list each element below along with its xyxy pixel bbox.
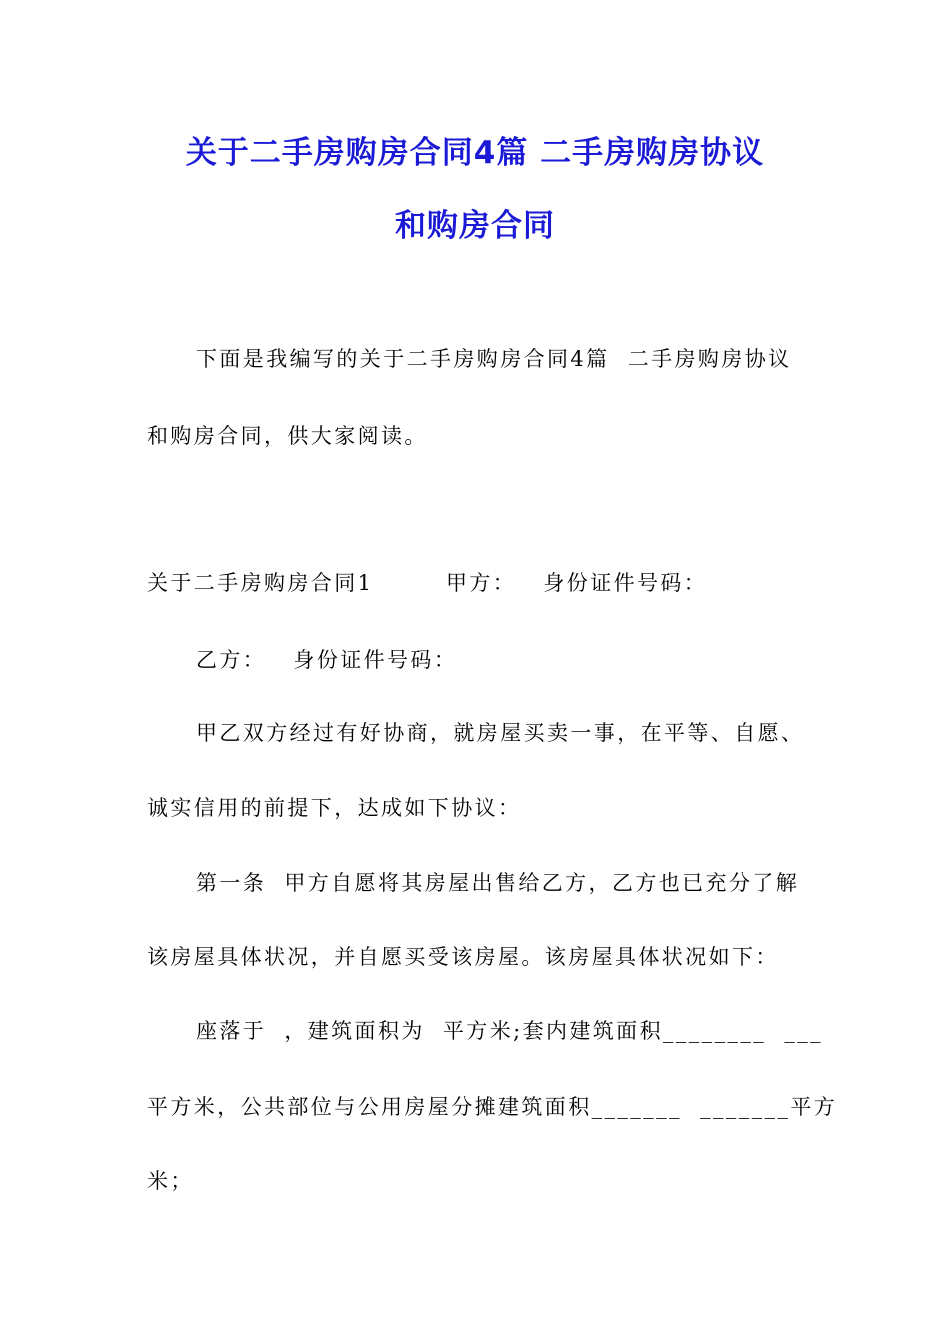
intro-paragraph-line-2: 和购房合同，供大家阅读。	[147, 424, 428, 448]
intro-paragraph-line-1: 下面是我编写的关于二手房购房合同4篇 二手房购房协议	[196, 347, 792, 371]
document-title-line-2: 和购房合同	[395, 208, 555, 244]
agreement-paragraph-line-2: 诚实信用的前提下，达成如下协议：	[147, 796, 522, 820]
party-b-line: 乙方： 身份证件号码：	[196, 648, 458, 672]
property-details-line-2: 平方米，公共部位与公用房屋分摊建筑面积_______ _______平方	[147, 1095, 838, 1119]
property-details-line-3: 米；	[147, 1169, 194, 1193]
agreement-paragraph-line-1: 甲乙双方经过有好协商，就房屋买卖一事，在平等、自愿、	[196, 721, 805, 745]
contract-heading-line: 关于二手房购房合同1 甲方： 身份证件号码：	[147, 571, 708, 595]
property-details-line-1: 座落于 ，建筑面积为 平方米;套内建筑面积________ ___	[196, 1019, 824, 1043]
article-one-line-2: 该房屋具体状况，并自愿买受该房屋。该房屋具体状况如下：	[147, 945, 779, 969]
document-title-line-1: 关于二手房购房合同4篇 二手房购房协议	[185, 135, 765, 171]
article-one-line-1: 第一条 甲方自愿将其房屋出售给乙方，乙方也已充分了解	[196, 871, 800, 895]
